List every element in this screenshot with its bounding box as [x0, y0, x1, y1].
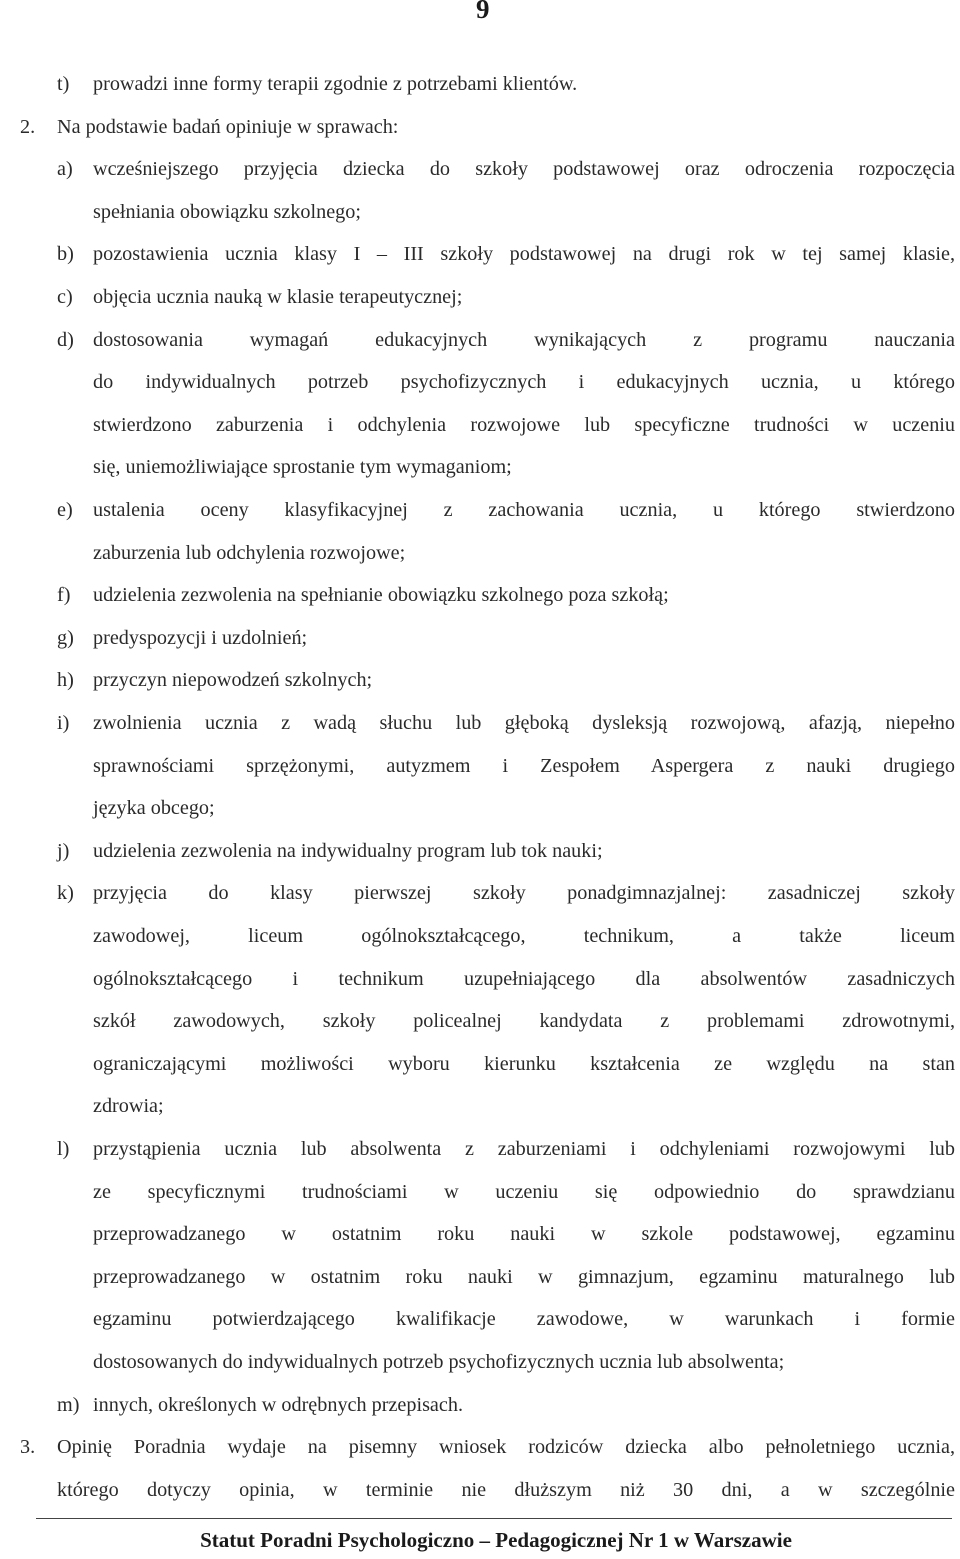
item-text-line: ogólnokształcącego i technikum uzupełniającego dla absolwentów zasadniczych: [93, 967, 955, 990]
page-footer: Statut Poradni Psychologiczno – Pedagogicznej Nr 1 w Warszawie: [200, 1528, 792, 1552]
item-text-line: zaburzenia lub odchylenia rozwojowe;: [93, 541, 406, 564]
item-text-line: się, uniemożliwiające sprostanie tym wymaganiom;: [93, 456, 512, 479]
item-text-line: do indywidualnych potrzeb psychofizycznych i edukacyjnych ucznia, u którego: [93, 371, 955, 394]
item-label: 3.: [20, 1436, 36, 1459]
item-text-line: stwierdzono zaburzenia i odchylenia rozwojowe lub specyficzne trudności w uczeniu: [93, 413, 955, 436]
item-text-line: udzielenia zezwolenia na indywidualny program lub tok nauki;: [93, 839, 603, 862]
item-text-line: spełniania obowiązku szkolnego;: [93, 200, 361, 223]
item-text-line: przeprowadzanego w ostatnim roku nauki w szkole podstawowej, egzaminu: [93, 1223, 955, 1246]
item-text-line: Opinię Poradnia wydaje na pisemny wniosek rodziców dziecka albo pełnoletniego ucznia,: [57, 1436, 955, 1459]
item-label: e): [57, 499, 73, 521]
item-label: f): [57, 584, 71, 607]
item-text-line: dostosowanych do indywidualnych potrzeb psychofizycznych ucznia lub absolwenta;: [93, 1351, 785, 1373]
item-text-line: zdrowia;: [93, 1095, 164, 1118]
item-label: t): [57, 73, 70, 95]
item-text-line: innych, określonych w odrębnych przepisach.: [93, 1393, 463, 1416]
item-text-line: ograniczającymi możliwości wyboru kierunku kształcenia ze względu na stan: [93, 1052, 955, 1075]
item-label: m): [57, 1393, 80, 1416]
item-text-line: języka obcego;: [93, 797, 215, 820]
item-text-line: wcześniejszego przyjęcia dziecka do szkoły podstawowej oraz odroczenia rozpoczęcia: [93, 158, 955, 181]
item-label: h): [57, 669, 74, 692]
item-label: i): [57, 712, 70, 734]
item-text-line: egzaminu potwierdzającego kwalifikacje zawodowe, w warunkach i formie: [93, 1308, 955, 1331]
item-label: b): [57, 243, 74, 266]
item-label: g): [57, 626, 74, 649]
item-label: l): [57, 1138, 70, 1160]
item-text-line: szkół zawodowych, szkoły policealnej kandydata z problemami zdrowotnymi,: [93, 1010, 955, 1033]
item-text-line: sprawnościami sprzężonymi, autyzmem i Zespołem Aspergera z nauki drugiego: [93, 754, 955, 777]
item-text-line: pozostawienia ucznia klasy I – III szkoły podstawowej na drugi rok w tej samej klasie,: [93, 243, 955, 266]
item-text-line: prowadzi inne formy terapii zgodnie z potrzebami klientów.: [93, 73, 578, 95]
page-number: 9: [476, 0, 490, 24]
item-label: k): [57, 882, 74, 905]
item-label: a): [57, 158, 73, 181]
item-text-line: dostosowania wymagań edukacyjnych wynikających z programu nauczania: [93, 328, 955, 351]
item-text-line: zwolnienia ucznia z wadą słuchu lub głęboką dysleksją rozwojową, afazją, niepełno: [93, 712, 955, 734]
item-text-line: przystąpienia ucznia lub absolwenta z zaburzeniami i odchyleniami rozwojowymi lub: [93, 1138, 955, 1160]
item-text-line: ze specyficznymi trudnościami w uczeniu się odpowiednio do sprawdzianu: [93, 1180, 955, 1203]
item-text-line: którego dotyczy opinia, w terminie nie dłuższym niż 30 dni, a w szczególnie: [57, 1478, 955, 1501]
item-text-line: Na podstawie badań opiniuje w sprawach:: [57, 115, 399, 138]
item-text-line: przyczyn niepowodzeń szkolnych;: [93, 669, 373, 692]
item-text-line: przyjęcia do klasy pierwszej szkoły ponadgimnazjalnej: zasadniczej szkoły: [93, 882, 955, 905]
item-label: j): [57, 839, 70, 862]
footer-divider: [36, 1518, 952, 1519]
item-text-line: przeprowadzanego w ostatnim roku nauki w gimnazjum, egzaminu maturalnego lub: [93, 1265, 955, 1288]
item-text-line: udzielenia zezwolenia na spełnianie obowiązku szkolnego poza szkołą;: [93, 584, 669, 607]
item-text-line: objęcia ucznia nauką w klasie terapeutycznej;: [93, 286, 463, 308]
item-text-line: ustalenia oceny klasyfikacyjnej z zachowania ucznia, u którego stwierdzono: [93, 499, 955, 521]
item-label: d): [57, 328, 74, 351]
item-text-line: predyspozycji i uzdolnień;: [93, 626, 308, 649]
item-label: c): [57, 286, 73, 308]
item-text-line: zawodowej, liceum ogólnokształcącego, technikum, a także liceum: [93, 925, 955, 947]
item-label: 2.: [20, 115, 36, 138]
